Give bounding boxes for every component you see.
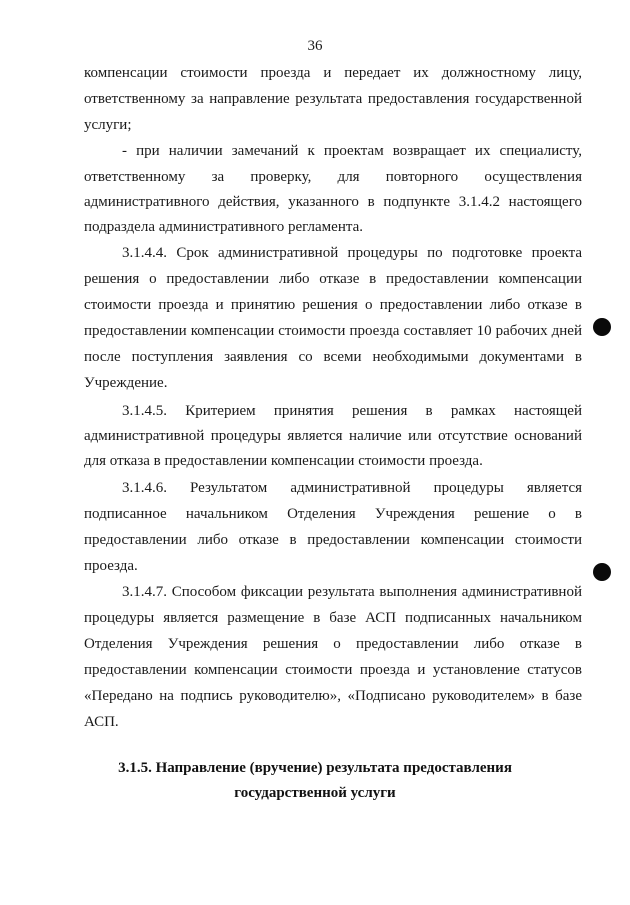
text-line: 3.1.4.7. Способом фиксации результата выполнения административной [122, 584, 582, 600]
text-line: решения о предоставлении либо отказе в предоставлении компенсации [84, 271, 582, 287]
text-line: - при наличии замечаний к проектам возвращает их специалисту, [122, 143, 582, 159]
text-line: предоставлении компенсации стоимости проезда составляет 10 рабочих дней [84, 323, 582, 339]
text-line: АСП. [84, 714, 119, 730]
text-line: административного действия, указанного в подпункте 3.1.4.2 настоящего [84, 194, 582, 210]
text-line: «Передано на подпись руководителю», «Подписано руководителем» в базе [84, 688, 582, 704]
text-line: ответственному за проверку, для повторного осуществления [84, 169, 582, 185]
text-line: подраздела административного регламента. [84, 219, 363, 235]
text-line: предоставлении либо отказе в предоставлении компенсации стоимости [84, 532, 582, 548]
text-line: стоимости проезда и принятию решения о предоставлении либо отказе в [84, 297, 582, 313]
text-line: 3.1.4.4. Срок административной процедуры по подготовке проекта [122, 245, 582, 261]
section-heading-line2: государственной услуги [234, 785, 396, 801]
text-line: ответственному за направление результата предоставления государственной [84, 91, 582, 107]
text-line: услуги; [84, 117, 132, 133]
text-line: для отказа в предоставлении компенсации стоимости проезда. [84, 453, 483, 469]
text-line: подписанное начальником Отделения Учреждения решение о в [84, 506, 582, 522]
page-number: 36 [307, 38, 323, 54]
text-line: процедуры является размещение в базе АСП подписанных начальником [84, 610, 582, 626]
text-line: 3.1.4.5. Критерием принятия решения в рамках настоящей [122, 403, 582, 419]
binder-hole-mark [593, 563, 611, 581]
text-line: проезда. [84, 558, 138, 574]
text-line: 3.1.4.6. Результатом административной процедуры является [122, 480, 582, 496]
text-line: Учреждение. [84, 375, 168, 391]
text-line: компенсации стоимости проезда и передает их должностному лицу, [84, 65, 582, 81]
binder-hole-mark [593, 318, 611, 336]
text-line: предоставлении компенсации стоимости проезда и установление статусов [84, 662, 582, 678]
text-line: Отделения Учреждения решения о предоставлении либо отказе в [84, 636, 582, 652]
section-heading-line1: 3.1.5. Направление (вручение) результата предоставления [118, 760, 512, 776]
text-line: административной процедуры является наличие или отсутствие оснований [84, 428, 582, 444]
text-line: после поступления заявления со всеми необходимыми документами в [84, 349, 582, 365]
